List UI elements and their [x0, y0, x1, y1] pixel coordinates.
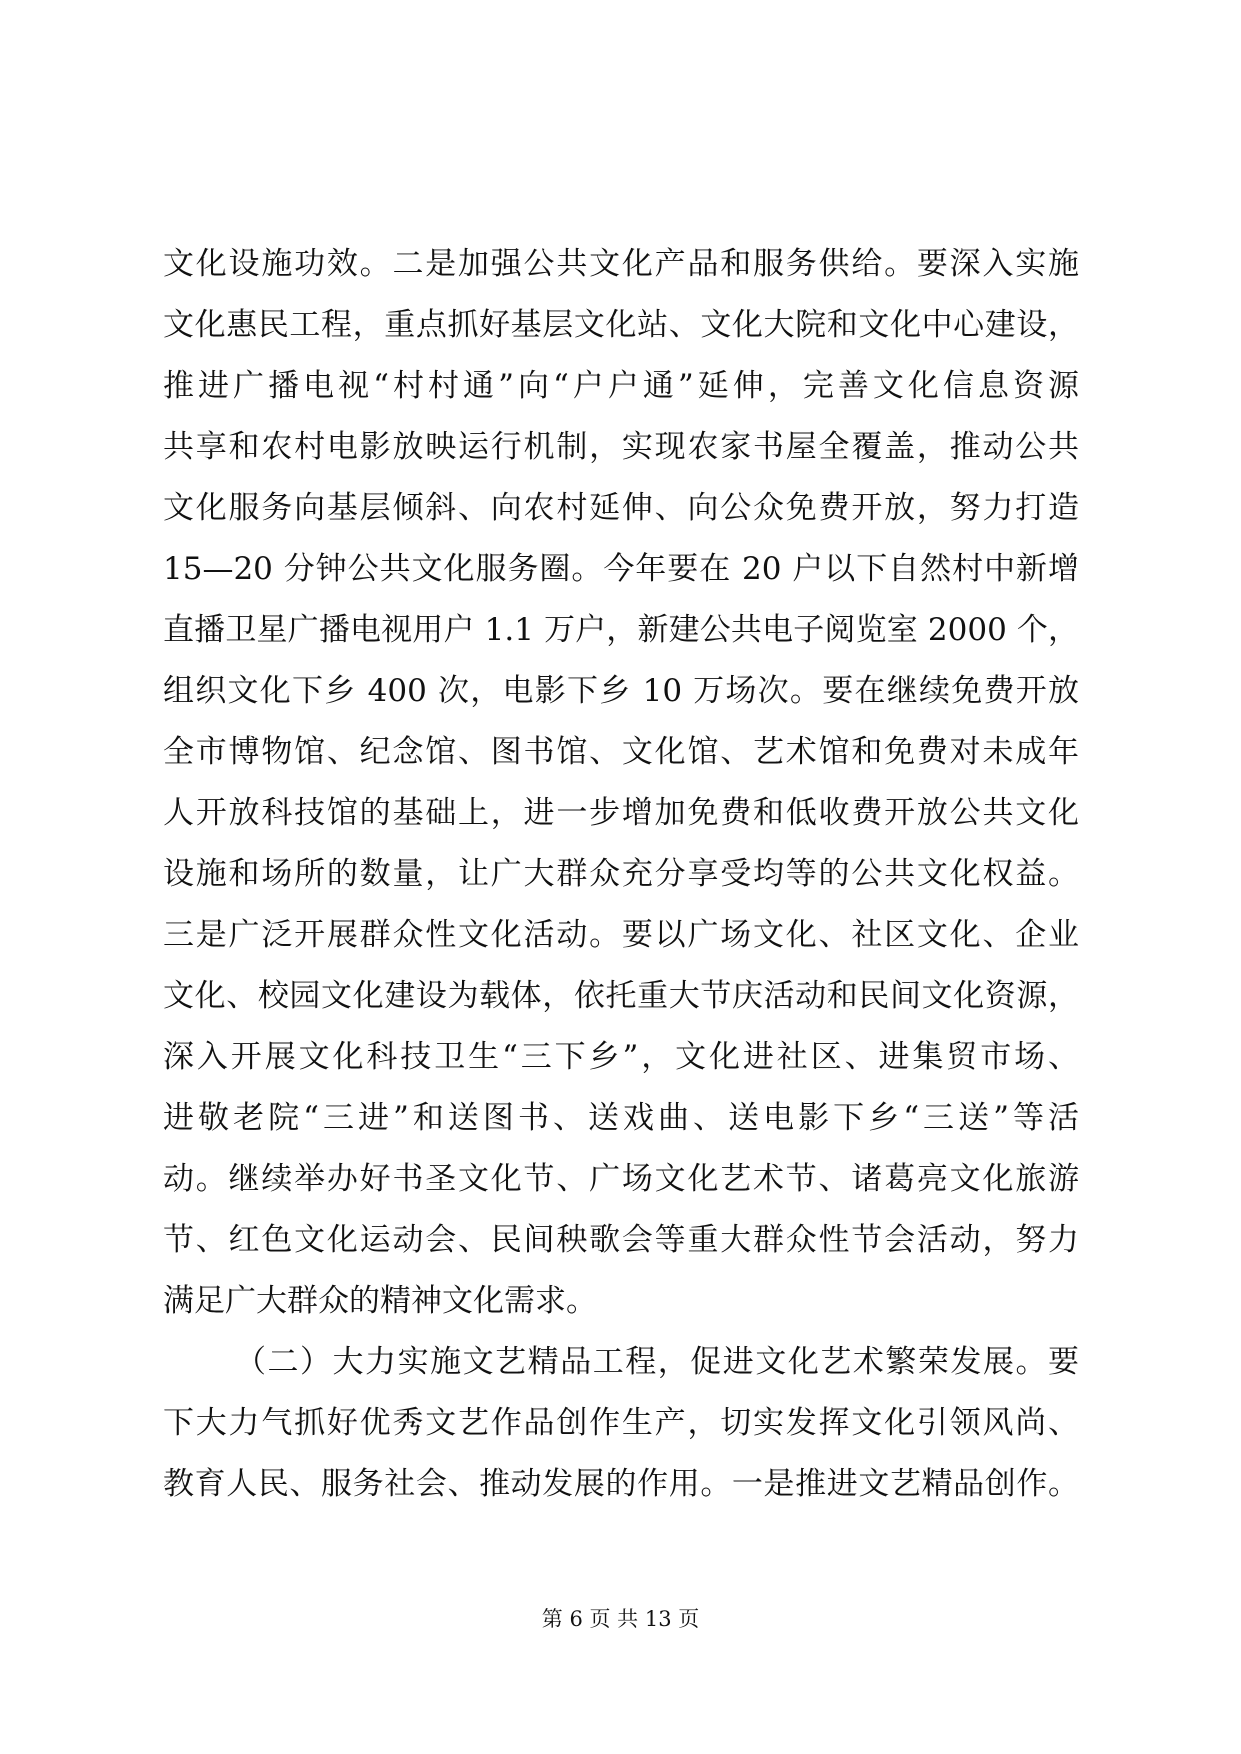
page-number-footer: 第 6 页 共 13 页 — [541, 1607, 700, 1631]
text-line: 直播卫星广播电视用户 1.1 万户，新建公共电子阅览室 2000 个， — [163, 612, 1079, 648]
text-line: 15—20 分钟公共文化服务圈。今年要在 20 户以下自然村中新增 — [163, 551, 1079, 587]
text-line: 文化、校园文化建设为载体，依托重大节庆活动和民间文化资源， — [163, 978, 1079, 1014]
text-line: 共享和农村电影放映运行机制，实现农家书屋全覆盖，推动公共 — [163, 429, 1079, 465]
text-line: 文化服务向基层倾斜、向农村延伸、向公众免费开放，努力打造 — [163, 490, 1079, 526]
text-line: 全市博物馆、纪念馆、图书馆、文化馆、艺术馆和免费对未成年 — [163, 734, 1079, 770]
text-line: 深入开展文化科技卫生“三下乡”，文化进社区、进集贸市场、 — [163, 1039, 1079, 1075]
text-line: 组织文化下乡 400 次，电影下乡 10 万场次。要在继续免费开放 — [163, 673, 1079, 709]
text-line: 三是广泛开展群众性文化活动。要以广场文化、社区文化、企业 — [163, 917, 1079, 953]
text-line: 人开放科技馆的基础上，进一步增加免费和低收费开放公共文化 — [163, 795, 1079, 831]
text-line: 节、红色文化运动会、民间秧歌会等重大群众性节会活动，努力 — [163, 1222, 1079, 1258]
paragraph-end-line: 满足广大群众的精神文化需求。 — [163, 1283, 597, 1319]
text-line: 下大力气抓好优秀文艺作品创作生产，切实发挥文化引领风尚、 — [163, 1405, 1079, 1441]
text-line: 设施和场所的数量，让广大群众充分享受均等的公共文化权益。 — [163, 856, 1079, 892]
text-line: 教育人民、服务社会、推动发展的作用。一是推进文艺精品创作。 — [163, 1466, 1079, 1502]
body-text — [163, 234, 1079, 1515]
text-line: 推进广播电视“村村通”向“户户通”延伸，完善文化信息资源 — [163, 368, 1079, 404]
text-line: 文化惠民工程，重点抓好基层文化站、文化大院和文化中心建设， — [163, 307, 1079, 343]
section-heading-line: （二）大力实施文艺精品工程，促进文化艺术繁荣发展。要 — [235, 1344, 1079, 1380]
text-line: 动。继续举办好书圣文化节、广场文化艺术节、诸葛亮文化旅游 — [163, 1161, 1079, 1197]
text-line: 进敬老院“三进”和送图书、送戏曲、送电影下乡“三送”等活 — [163, 1100, 1079, 1136]
text-line: 文化设施功效。二是加强公共文化产品和服务供给。要深入实施 — [163, 246, 1079, 282]
